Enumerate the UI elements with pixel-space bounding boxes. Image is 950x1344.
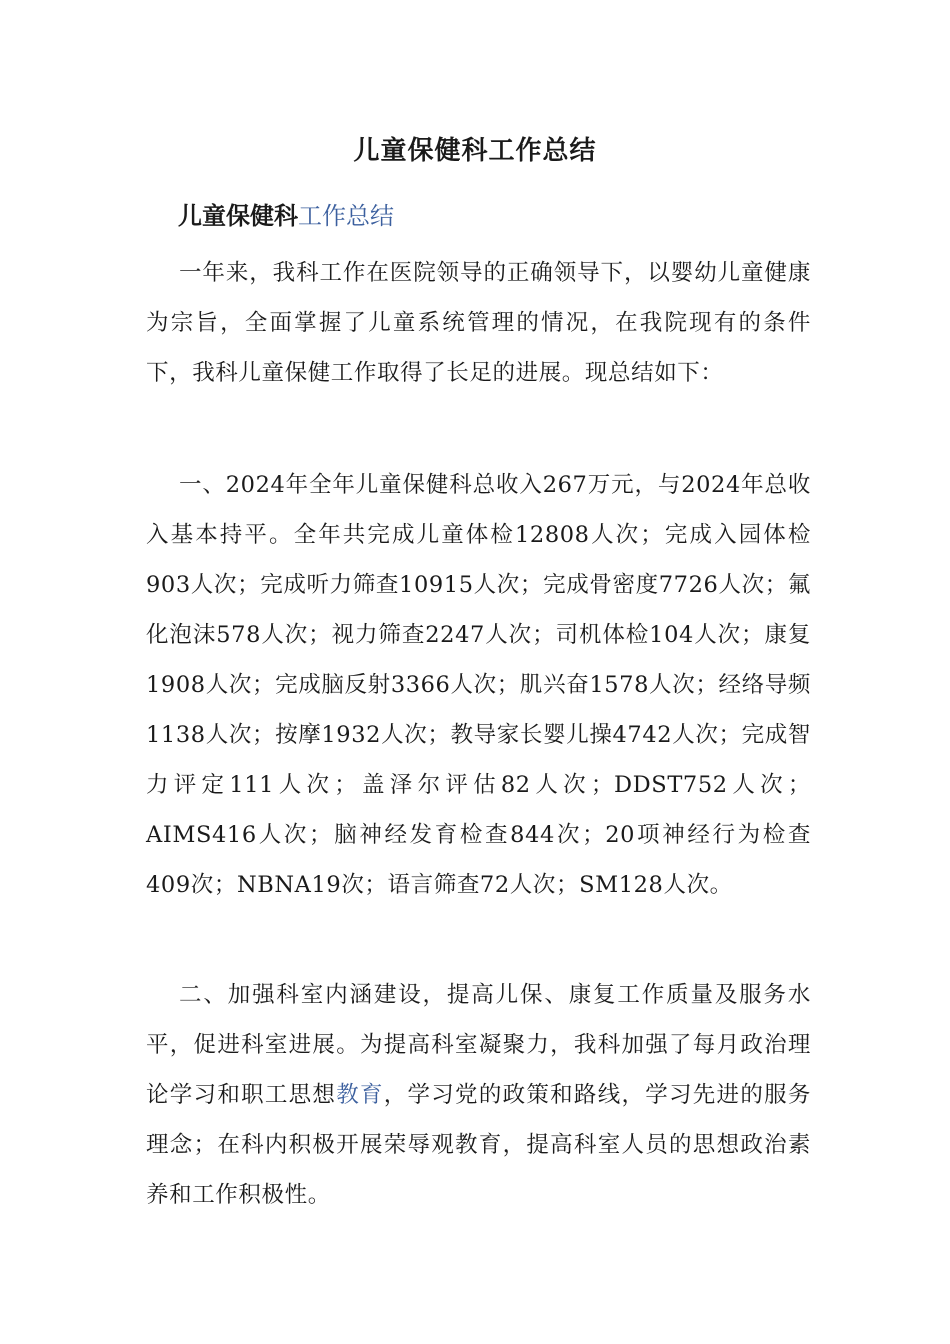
subtitle-link[interactable]: 工作总结 xyxy=(298,202,394,230)
paragraph-section-two-text-end: ，学习党的政策和路线，学习先进的服务理念；在科内积极开展荣辱观教育，提高科室人员的思想政治素养和工作积极性。 xyxy=(146,1082,811,1208)
document-subtitle xyxy=(178,196,394,231)
paragraph-intro: 一年来，我科工作在医院领导的正确领导下，以婴幼儿童健康为宗旨，全面掌握了儿童系统管理的情况，在我院现有的条件下，我科儿童保健工作取得了长足的进展。现总结如下： xyxy=(146,260,811,386)
paragraph-section-one: 一、2024年全年儿童保健科总收入267万元，与2024年总收入基本持平。全年共完成儿童体检12808人次；完成入园体检903人次；完成听力筛查10915人次；完成骨密度7726人次；氟化泡沫578人次；视力筛查2247人次；司机体检104人次；康复1908人次；完成脑反射3366人次；肌兴奋1578人次；经络导频1138人次；按摩1932人次；教导家长婴儿操4742人次；完成智力评定111人次；盖泽尔评估82人次；DDST752人次；AIMS416人次；脑神经发育检查844次；20项神经行为检查409次；NBNA19次；语言筛查72人次；SM128人次。 xyxy=(146,472,811,898)
paragraph-section-two xyxy=(146,970,811,1220)
education-link[interactable]: 教育 xyxy=(336,1082,384,1108)
paragraph-section-two-text-start: 二、加强科室内涵建设，提高儿保、康复工作质量及服务水平，促进科室进展。为提高科室凝聚力，我科加强了每月政治理论学习和职工思想 xyxy=(146,982,811,1108)
document-title: 儿童保健科工作总结 xyxy=(353,136,597,166)
subtitle-bold-text: 儿童保健科 xyxy=(178,202,298,230)
